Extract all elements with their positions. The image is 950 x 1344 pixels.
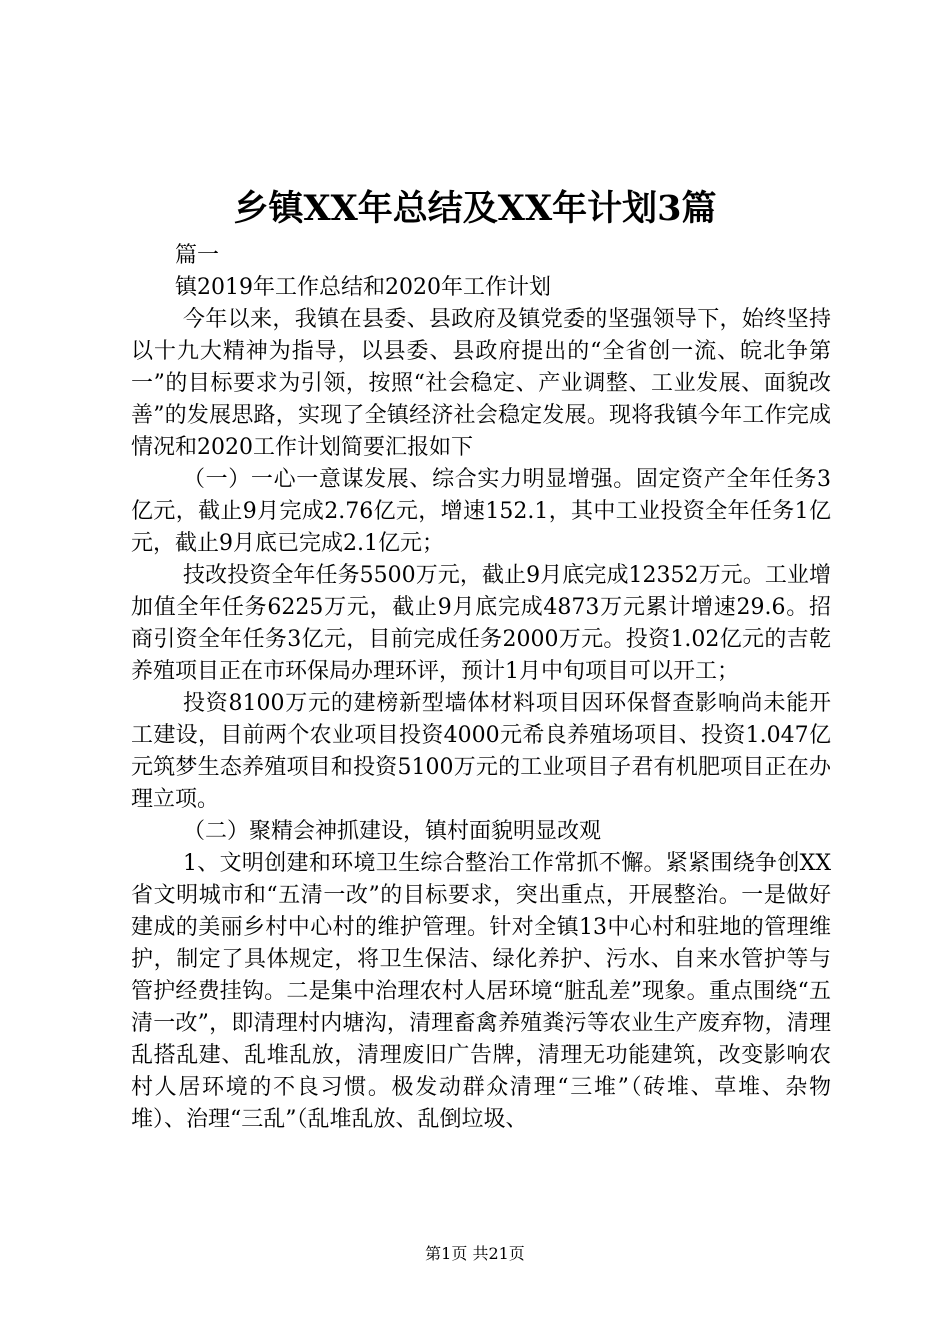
investment-paragraph: 技改投资全年任务5500万元，截止9月底完成12352万元。工业增加值全年任务6225万元，截止9月底完成4873万元累计增速29.6。招商引资全年任务3亿元，目前完成任务2000万元。投资1.02亿元的吉乾养殖项目正在市环保局办理环评，预计1月中旬项目可以开工；	[131, 563, 831, 684]
section-two-heading: （二）聚精会神抓建设，镇村面貌明显改观	[183, 819, 602, 844]
projects-paragraph: 投资8100万元的建榜新型墙体材料项目因环保督查影响尚未能开工建设，目前两个农业项目投资4000元希良养殖场项目、投资1.047亿元筑梦生态养殖项目和投资5100万元的工业项目子君有机肥项目正在办理立项。	[131, 691, 831, 812]
intro-paragraph: 今年以来，我镇在县委、县政府及镇党委的坚强领导下，始终坚持以十九大精神为指导，以县委、县政府提出的“全省创一流、皖北争第一”的目标要求为引领，按照“社会稳定、产业调整、工业发展、面貌改善”的发展思路，实现了全镇经济社会稳定发展。现将我镇今年工作完成情况和2020工作计划简要汇报如下	[131, 307, 831, 460]
document-title: 乡镇XX年总结及XX年计划3篇	[233, 188, 717, 229]
section-heading: 篇一	[175, 243, 220, 268]
page-number-footer: 第1页 共21页	[425, 1244, 525, 1263]
civilization-paragraph: 1、文明创建和环境卫生综合整治工作常抓不懈。紧紧围绕争创XX省文明城市和“五清一改”的目标要求，突出重点，开展整治。一是做好建成的美丽乡村中心村的维护管理。针对全镇13中心村和驻地的管理维护，制定了具体规定，将卫生保洁、绿化养护、污水、自来水管护等与管护经费挂钩。二是集中治理农村人居环境“脏乱差”现象。重点围绕“五清一改”，即清理村内塘沟，清理畜禽养殖粪污等农业生产废弃物，清理乱搭乱建、乱堆乱放，清理废旧广告牌，清理无功能建筑，改变影响农村人居环境的不良习惯。极发动群众清理“三堆”（砖堆、草堆、杂物堆）、治理“三乱”（乱堆乱放、乱倒垃圾、	[131, 851, 831, 1132]
subtitle-paragraph: 镇2019年工作总结和2020年工作计划	[175, 275, 551, 300]
section-one-paragraph: （一）一心一意谋发展、综合实力明显增强。固定资产全年任务3亿元，截止9月完成2.76亿元，增速152.1，其中工业投资全年任务1亿元，截止9月底已完成2.1亿元；	[131, 467, 831, 556]
document-body	[131, 240, 831, 1136]
